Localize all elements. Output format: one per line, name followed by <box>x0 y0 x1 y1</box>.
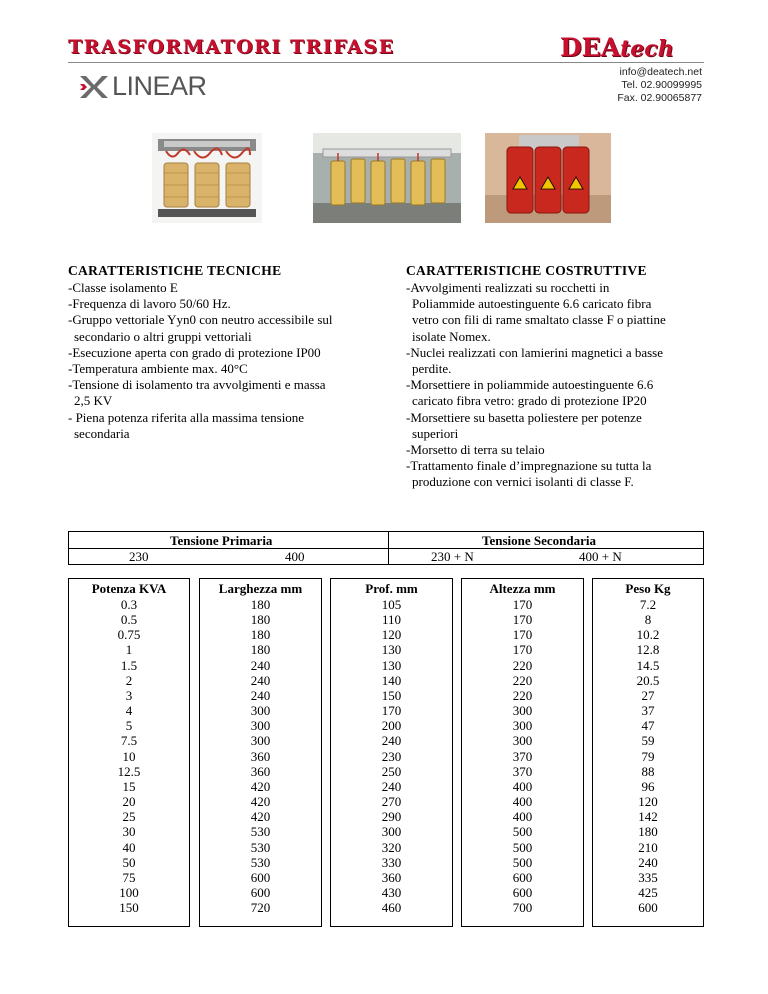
table-cell: 420 <box>250 794 271 810</box>
table-cell: 20.5 <box>636 672 660 688</box>
table-cell: 530 <box>250 839 271 855</box>
table-cell: 530 <box>250 824 271 840</box>
table-cell: 8 <box>644 612 652 628</box>
table-cell: 20 <box>122 794 136 810</box>
spec-item: -Morsettiere su basetta poliestere per potenze superiori <box>406 409 642 441</box>
table-cell: 75 <box>122 869 136 885</box>
contact-tel: Tel. 02.90099995 <box>621 79 702 91</box>
table-cell: 180 <box>250 597 271 612</box>
caratteristiche-tecniche-title: CARATTERISTICHE TECNICHE <box>68 263 282 278</box>
table-cell: 120 <box>638 794 658 810</box>
tensione-secondaria-value: 400 + N <box>579 549 622 564</box>
tensione-primaria-value: 400 <box>285 549 305 564</box>
tensione-secondaria-label: Tensione Secondaria <box>482 533 597 548</box>
table-cell: 230 <box>381 748 402 764</box>
table-cell: 370 <box>512 763 533 779</box>
table-cell: 240 <box>250 657 271 673</box>
table-cell: 15 <box>122 778 136 794</box>
table-cell: 105 <box>381 597 402 612</box>
brand-tech: tech <box>620 36 674 62</box>
transformer-photo-3 <box>485 133 611 223</box>
column-header: Prof. mm <box>365 581 418 596</box>
spec-item: -Avvolgimenti realizzati su rocchetti in Poliammide autoestinguente 6.6 caricato fibra vetro con fili di rame smaltato classe F o piattine isolate Nomex. <box>406 280 666 344</box>
table-cell: 600 <box>250 884 271 900</box>
table-cell: 300 <box>250 703 271 719</box>
table-cell: 5 <box>125 718 133 734</box>
table-cell: 220 <box>512 687 533 703</box>
table-cell: 100 <box>119 884 139 900</box>
table-cell: 300 <box>512 703 533 719</box>
table-cell: 335 <box>638 869 658 885</box>
table-cell: 110 <box>381 612 402 628</box>
spec-item: -Nuclei realizzati con lamierini magnetici a basse perdite. <box>406 344 663 377</box>
table-cell: 170 <box>512 642 533 658</box>
table-cell: 600 <box>250 869 271 885</box>
table-cell: 150 <box>381 687 402 703</box>
table-cell: 170 <box>512 597 533 612</box>
table-cell: 170 <box>512 612 533 628</box>
table-cell: 130 <box>381 642 402 658</box>
table-cell: 400 <box>512 809 533 825</box>
contact-info <box>617 66 702 105</box>
table-cell: 500 <box>512 854 533 870</box>
table-cell: 88 <box>641 763 655 779</box>
spec-item: -Temperatura ambiente max. 40°C <box>68 361 248 377</box>
table-cell: 220 <box>512 657 533 673</box>
column-potenza <box>68 578 190 927</box>
spec-item: -Trattamento finale d’impregnazione su tutta la produzione con vernici isolanti di classe F. <box>406 458 652 490</box>
table-cell: 12.8 <box>636 642 660 658</box>
tensione-secondaria-value: 230 + N <box>431 549 474 564</box>
table-cell: 3 <box>125 687 133 703</box>
contact-fax: Fax. 02.90065877 <box>617 92 702 104</box>
table-cell: 300 <box>250 718 271 734</box>
column-header: Larghezza mm <box>218 581 303 596</box>
table-cell: 170 <box>381 703 402 719</box>
column-header: Peso Kg <box>625 581 671 596</box>
table-cell: 1 <box>125 642 133 658</box>
table-cell: 420 <box>250 809 271 825</box>
tensione-primaria-label: Tensione Primaria <box>170 533 273 548</box>
table-cell: 240 <box>250 687 271 703</box>
table-cell: 0.5 <box>120 612 138 628</box>
table-cell: 79 <box>641 748 655 764</box>
table-cell: 200 <box>381 718 402 734</box>
table-cell: 370 <box>512 748 533 764</box>
table-cell: 25 <box>122 809 136 825</box>
table-cell: 500 <box>512 839 533 855</box>
table-cell: 27 <box>641 687 655 703</box>
table-cell: 290 <box>381 809 402 825</box>
transformer-photo-1 <box>152 133 262 223</box>
table-cell: 180 <box>250 612 271 628</box>
table-cell: 360 <box>250 748 271 764</box>
table-cell: 142 <box>638 809 658 825</box>
table-cell: 420 <box>250 778 271 794</box>
table-cell: 300 <box>512 733 533 749</box>
table-cell: 530 <box>250 854 271 870</box>
voltage-table <box>68 531 704 565</box>
table-cell: 130 <box>381 657 402 673</box>
table-cell: 360 <box>250 763 271 779</box>
document-title: TRASFORMATORI TRIFASE <box>68 36 395 58</box>
table-cell: 170 <box>512 627 533 643</box>
table-cell: 7.2 <box>639 597 657 612</box>
table-cell: 37 <box>641 703 655 719</box>
spec-item: -Frequenza di lavoro 50/60 Hz. <box>68 296 231 312</box>
spec-item: -Classe isolamento E <box>68 280 178 295</box>
table-cell: 12.5 <box>117 763 141 779</box>
transformer-photo-2 <box>313 133 461 223</box>
dimensions-table <box>68 578 704 927</box>
spec-item: - Piena potenza riferita alla massima tensione secondaria <box>68 409 305 441</box>
contact-email: info@deatech.net <box>619 66 702 78</box>
column-header: Altezza mm <box>489 581 556 596</box>
table-cell: 0.75 <box>117 627 141 643</box>
caratteristiche-tecniche-list <box>68 280 338 442</box>
table-cell: 150 <box>119 900 139 916</box>
table-cell: 250 <box>381 763 402 779</box>
table-cell: 0.3 <box>120 597 138 612</box>
table-cell: 220 <box>512 672 533 688</box>
linear-logo-icon <box>80 76 108 98</box>
table-cell: 300 <box>512 718 533 734</box>
table-cell: 120 <box>381 627 402 643</box>
column-larghezza <box>199 578 322 927</box>
spec-item: -Morsetto di terra su telaio <box>406 442 545 458</box>
brand-logo <box>560 33 674 62</box>
table-cell: 240 <box>250 672 271 688</box>
table-cell: 40 <box>122 839 136 855</box>
table-cell: 59 <box>641 733 655 749</box>
table-cell: 4 <box>125 703 133 719</box>
table-cell: 1.5 <box>120 657 138 673</box>
table-cell: 430 <box>381 884 402 900</box>
table-cell: 330 <box>381 854 402 870</box>
table-cell: 400 <box>512 778 533 794</box>
brand-dea: DEA <box>560 33 621 62</box>
tensione-primaria-value: 230 <box>129 549 149 564</box>
table-cell: 10.2 <box>636 627 660 643</box>
caratteristiche-costruttive-list <box>406 280 670 491</box>
column-peso <box>592 578 704 927</box>
linear-logo <box>80 71 207 102</box>
header-rule <box>68 62 704 63</box>
table-cell: 30 <box>122 824 136 840</box>
table-cell: 47 <box>641 718 655 734</box>
column-profondita <box>330 578 453 927</box>
table-cell: 180 <box>638 824 658 840</box>
table-cell: 460 <box>381 900 402 916</box>
table-cell: 400 <box>512 794 533 810</box>
table-cell: 270 <box>381 794 402 810</box>
column-altezza <box>461 578 584 927</box>
table-cell: 96 <box>641 778 655 794</box>
spec-item: -Tensione di isolamento tra avvolgimenti e massa 2,5 KV <box>68 377 326 409</box>
table-cell: 7.5 <box>120 733 138 749</box>
table-cell: 600 <box>512 884 533 900</box>
spec-item: -Morsettiere in poliammide autoestinguente 6.6 caricato fibra vetro: grado di protezione IP20 <box>406 377 654 409</box>
linear-logo-text: LINEAR <box>112 71 207 101</box>
table-cell: 2 <box>125 672 133 688</box>
caratteristiche-costruttive-title: CARATTERISTICHE COSTRUTTIVE <box>406 263 647 278</box>
table-cell: 140 <box>381 672 402 688</box>
table-cell: 240 <box>381 778 402 794</box>
spec-item: -Esecuzione aperta con grado di protezione IP00 <box>68 344 321 360</box>
table-cell: 240 <box>638 854 658 870</box>
table-cell: 10 <box>122 748 136 764</box>
column-header: Potenza KVA <box>91 581 167 596</box>
table-cell: 14.5 <box>636 657 660 673</box>
table-cell: 500 <box>512 824 533 840</box>
table-cell: 360 <box>381 869 402 885</box>
table-cell: 240 <box>381 733 402 749</box>
table-cell: 300 <box>250 733 271 749</box>
table-cell: 700 <box>512 900 533 916</box>
table-cell: 180 <box>250 627 271 643</box>
table-cell: 425 <box>638 884 658 900</box>
table-cell: 50 <box>122 854 136 870</box>
table-cell: 600 <box>512 869 533 885</box>
table-cell: 210 <box>638 839 658 855</box>
table-cell: 720 <box>250 900 271 916</box>
spec-item: -Gruppo vettoriale Yyn0 con neutro accessibile sul secondario o altri gruppi vettoriali <box>68 312 333 344</box>
table-cell: 180 <box>250 642 271 658</box>
table-cell: 320 <box>381 839 402 855</box>
table-cell: 600 <box>638 900 658 916</box>
table-cell: 300 <box>381 824 402 840</box>
